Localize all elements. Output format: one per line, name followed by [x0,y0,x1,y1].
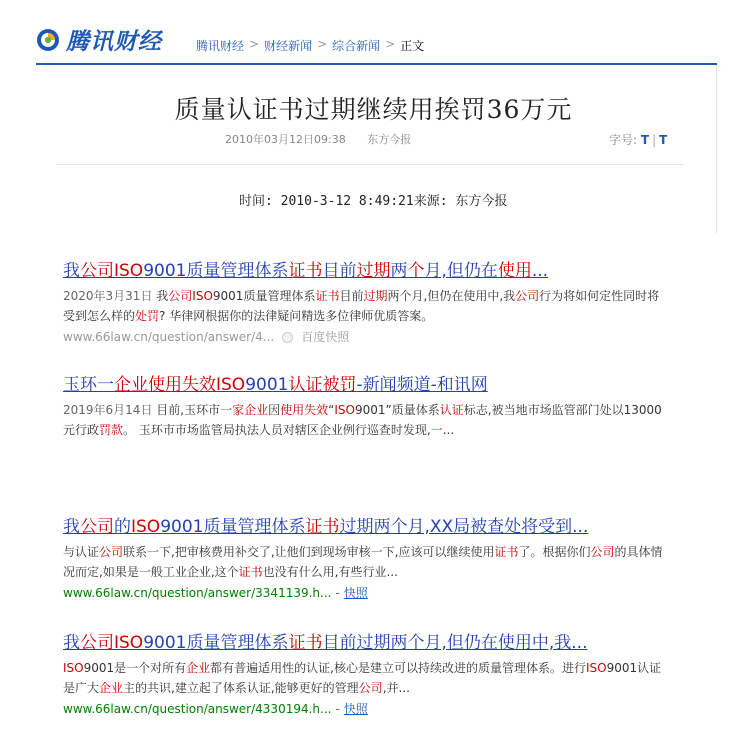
result-url-row [63,584,663,602]
highlighted-keyword: 证书 [305,517,340,537]
highlighted-keyword: 罚款 [99,423,124,437]
text-segment: “ [328,403,335,417]
highlighted-keyword: 一 [430,423,443,437]
article-title: 质量认证书过期继续用挨罚36万元 [174,95,573,124]
text-segment: 9001”质量体系 [354,403,440,417]
breadcrumb-separator: > [385,37,396,51]
text-segment: 9001质量管理体系 [160,517,306,537]
text-segment: 目前过期两个月,但仍在使用中,我... [322,633,588,653]
article-time-source: 时间: 2010-3-12 8:49:21来源: 东方今报 [239,194,508,209]
snapshot-icon [282,332,293,343]
highlighted-keyword: 企业 [114,375,148,395]
text-segment: 我 [63,517,80,537]
result-title-link[interactable] [63,516,663,538]
highlighted-keyword: 证书 [288,261,323,281]
highlighted-keyword: 使用 [497,261,532,281]
text-segment: ... [531,261,549,281]
text-segment: ? 华律网根据你的法律疑问精选多位律师优质答案。 [159,309,434,323]
highlighted-keyword: 公司 [590,545,615,559]
result-url-row [63,328,663,346]
text-segment: 的具体情况而定,如果是一般工业企业,这个 [63,545,663,579]
result-url[interactable]: www.66law.cn/question/answer/3341139.h... [63,586,332,600]
text-segment: 目前 [339,289,364,303]
text-segment: 的 [114,517,131,537]
breadcrumb [196,37,424,54]
highlighted-keyword: 公司 [99,545,124,559]
highlighted-keyword: ISO [192,289,213,303]
font-size-small-button[interactable]: T [659,133,668,147]
highlighted-keyword: 过期 [356,261,391,281]
text-segment: 过期两个月,XX局被查处将受到... [339,517,589,537]
highlighted-keyword: 公司 [80,261,114,281]
article-datetime: 2010年03月12日09:38 [225,133,346,146]
breadcrumb-separator: > [317,37,328,51]
text-segment: 目前 [322,261,357,281]
font-size-label: 字号: [609,133,638,147]
breadcrumb-separator: > [249,37,260,51]
text-segment: 两 [390,261,408,281]
text-segment: 我 [156,289,169,303]
url-separator: - [335,586,340,600]
result-url[interactable]: www.66law.cn/question/answer/4330194.h... [63,702,332,716]
highlighted-keyword: 证书 [494,545,519,559]
search-result [63,374,663,440]
font-size-control: 字号: T | T [609,133,668,147]
highlighted-keyword: 过期 [363,289,388,303]
highlighted-keyword: 认证被罚 [288,375,357,395]
highlighted-keyword: 公司 [358,681,383,695]
text-segment: 也没有什么用,有些行业... [262,565,398,579]
highlighted-keyword: ISO [586,661,607,675]
highlighted-keyword: 公司 [80,633,114,653]
text-segment: 标志,被当地市场监管部门处以13000元行政 [63,403,662,437]
text-segment: 9001是一个对所有 [83,661,187,675]
breadcrumb-item-finance-news[interactable]: 财经新闻 [264,39,313,53]
highlighted-keyword: ISO [216,375,246,395]
result-url[interactable]: www.66law.cn/question/answer/4... [63,330,275,344]
text-segment: 9001 [245,375,289,395]
highlighted-keyword: 证书 [238,565,263,579]
result-snippet [63,286,663,326]
snapshot-link[interactable]: 快照 [343,702,368,716]
text-segment: 因 [268,403,281,417]
highlighted-keyword: 企业 [186,661,211,675]
highlighted-keyword: 一家企业 [220,403,269,417]
highlighted-keyword: 公司 [168,289,193,303]
article-meta [225,131,411,147]
article-source[interactable]: 东方今报 [367,133,412,146]
result-snippet [63,542,663,582]
text-segment: 两个月,但仍在使用中,我 [387,289,516,303]
highlighted-keyword: 证书 [288,633,323,653]
highlighted-keyword: 企业 [99,681,124,695]
text-segment: 9001质量管理体系 [143,633,289,653]
result-snippet [63,400,663,440]
highlighted-keyword: 处罚 [135,309,160,323]
highlighted-keyword: ISO [114,633,144,653]
breadcrumb-item-finance[interactable]: 腾讯财经 [196,39,245,53]
text-segment: -新闻频道-和讯网 [356,375,488,395]
header-divider [36,63,717,65]
highlighted-keyword: 认证 [439,403,464,417]
result-title-link[interactable] [63,374,663,396]
breadcrumb-item-current: 正文 [400,39,425,53]
result-date: 2019年6月14日 [63,403,157,417]
title-divider [56,164,684,165]
highlighted-keyword: 使用失效 [148,375,216,395]
highlighted-keyword: 公司 [515,289,540,303]
text-segment: 9001质量管理体系 [212,289,316,303]
highlighted-keyword: 使用失效 [280,403,329,417]
logo-text: 腾讯财经 [66,29,162,55]
snapshot-link[interactable]: 百度快照 [301,330,350,344]
text-segment: 主的共识,建立起了体系认证,能够更好的管理 [123,681,359,695]
text-segment: 玉环一 [63,375,114,395]
result-title-link[interactable] [63,632,663,654]
highlighted-keyword: 公司 [80,517,114,537]
highlighted-keyword: ISO [334,403,355,417]
text-segment: 9001认证是广大 [63,661,662,695]
result-url-row [63,700,663,718]
text-segment: 9001质量管理体系 [143,261,289,281]
text-segment: ... [442,423,455,437]
highlighted-keyword: 证书 [315,289,340,303]
text-segment: 我 [63,261,80,281]
highlighted-keyword: ISO [114,261,144,281]
site-header [0,0,747,64]
search-result [63,632,663,718]
text-segment: 。 玉环市市场监管局执法人员对辖区企业例行巡查时发现, [123,423,431,437]
highlighted-keyword: ISO [131,517,161,537]
result-title-link[interactable] [63,260,663,282]
font-size-large-button[interactable]: T [640,133,650,147]
text-segment: ,并... [382,681,410,695]
url-separator: - [335,702,340,716]
text-segment: 与认证 [63,545,100,559]
search-result [63,260,663,346]
search-result [63,516,663,602]
text-segment: 了。根据你们 [518,545,591,559]
highlighted-keyword: ISO [63,661,84,675]
breadcrumb-item-general-news[interactable]: 综合新闻 [332,39,381,53]
text-segment: 都有普遍适用性的认证,核心是建立可以持续改进的质量管理体系。进行 [210,661,586,675]
text-segment: 目前,玉环市 [156,403,221,417]
text-segment: 联系一下,把审核费用补交了,让他们到现场审核一下,应该可以继续使用 [123,545,495,559]
result-date: 2020年3月31日 [63,289,157,303]
highlighted-keyword: 个 [407,261,425,281]
text-segment: 我 [63,633,80,653]
snapshot-link[interactable]: 快照 [343,586,368,600]
result-snippet [63,658,663,698]
text-segment: 行为将如何定性同时将受到怎么样的 [63,289,660,323]
text-segment: 月,但仍在 [424,261,498,281]
tencent-logo-icon [36,28,60,52]
site-logo[interactable] [36,23,162,56]
